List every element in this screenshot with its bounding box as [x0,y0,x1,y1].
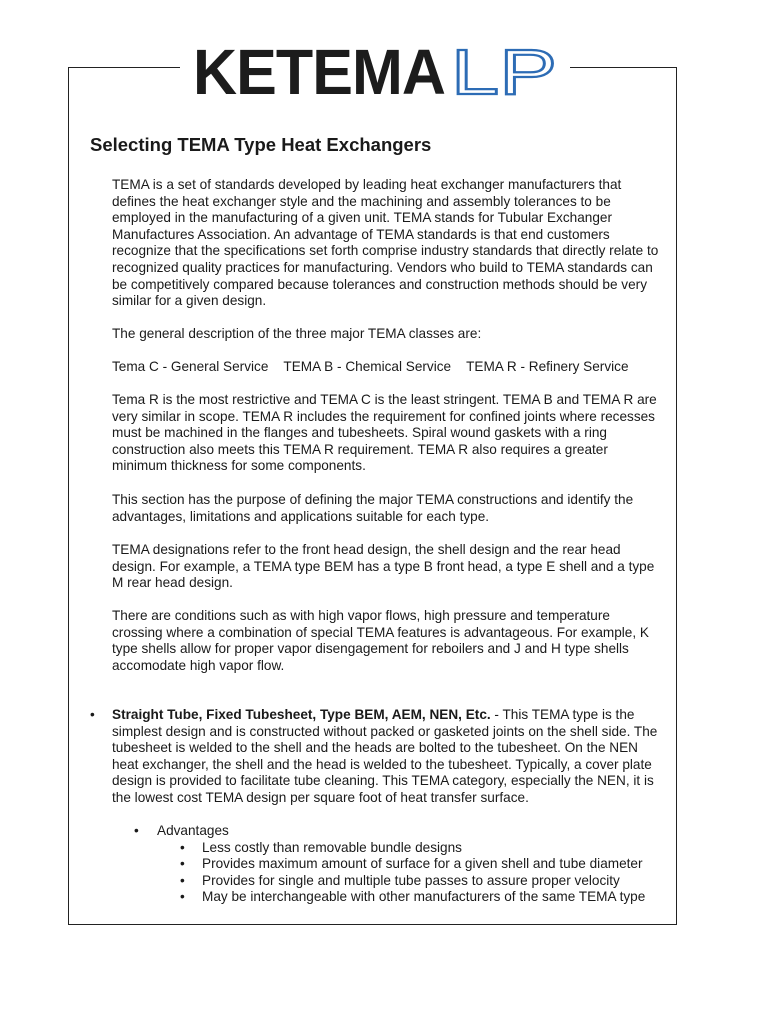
tema-class-r: TEMA R - Refinery Service [466,359,629,374]
advantages-items [180,840,674,906]
list-item [180,840,674,857]
ketema-logo [180,40,570,100]
bullet-content [112,707,660,807]
conditions-paragraph: There are conditions such as with high vapor flows, high pressure and temperature crossing where a combination of special TEMA features is advantageous. For example, K type shells allow for proper vapor disengagement for reboilers and J and H type shells accomodate high vapor flow. [112,608,649,673]
bullet-marker: • [180,889,185,905]
bullet-marker: • [134,823,139,838]
tema-class-b: TEMA B - Chemical Service [283,359,452,374]
logo-bold-text: KETEMA [193,40,445,100]
bullet-description: - This TEMA type is the simplest design and is constructed without packed or gasketed joints on the shell side. The tubesheet is welded to the shell and the heads are bolted to the tubesheet. On the NEN heat exchanger, the shell and the head is welded to the tubesheet. Typically, a cover plate design is provided to facilitate tube cleaning. This TEMA category, especially the NEN, it is the lowest cost TEMA design per square foot of heat transfer surface. [112,707,658,805]
designations-paragraph: TEMA designations refer to the front head design, the shell design and the rear head design. For example, a TEMA type BEM has a type B front head, a type E shell and a type M rear head design. [112,542,655,591]
tema-classes-line [112,359,629,376]
list-item [180,889,674,906]
tema-class-c: Tema C - General Service [112,359,269,374]
advantage-text: Less costly than removable bundle designs [202,839,462,855]
purpose-paragraph: This section has the purpose of defining the major TEMA constructions and identify the advantages, limitations and applications suitable for each type. [112,492,634,524]
advantages-heading-row [134,823,674,840]
classes-intro-paragraph: The general description of the three major TEMA classes are: [112,326,482,341]
bullet-heading: Straight Tube, Fixed Tubesheet, Type BEM, AEM, NEN, Etc. [112,707,491,722]
list-item [180,873,674,890]
intro-paragraph: TEMA is a set of standards developed by leading heat exchanger manufacturers that defines the heat exchanger style and the machining and assembly tolerances to be employed in the manufacturing of a given unit. TEMA stands for Tubular Exchanger Manufactures Association. An advantage of TEMA standards is that end customers recognize that the specifications set forth comprise industry standards that directly relate to recognized quality practices for manufacturing. Vendors who build to TEMA standards can be competitively compared because tolerances and construction methods should be very similar for a given design. [112,177,659,309]
bullet-marker: • [90,707,95,722]
advantages-heading: Advantages [157,823,229,838]
bullet-marker: • [180,872,185,888]
advantage-text: Provides maximum amount of surface for a given shell and tube diameter [202,856,643,872]
bullet-marker: • [180,839,185,855]
bullet-marker: • [180,856,185,872]
advantage-text: May be interchangeable with other manufacturers of the same TEMA type [202,889,646,905]
list-item [180,856,674,873]
advantages-list [134,823,674,906]
advantage-text: Provides for single and multiple tube passes to assure proper velocity [202,872,620,888]
ketema-logo-graphic [185,40,565,100]
bullet-straight-tube [90,707,660,807]
page-title: Selecting TEMA Type Heat Exchangers [90,134,432,155]
restrictive-paragraph: Tema R is the most restrictive and TEMA C is the least stringent. TEMA B and TEMA R are very similar in scope. TEMA R includes the requirement for confined joints where recesses must be machined in the flanges and tubesheets. Spiral wound gaskets with a ring construction also meets this TEMA R requirement. TEMA R also requires a greater minimum thickness for some components. [112,392,657,474]
logo-outline-text: LP [451,40,557,100]
